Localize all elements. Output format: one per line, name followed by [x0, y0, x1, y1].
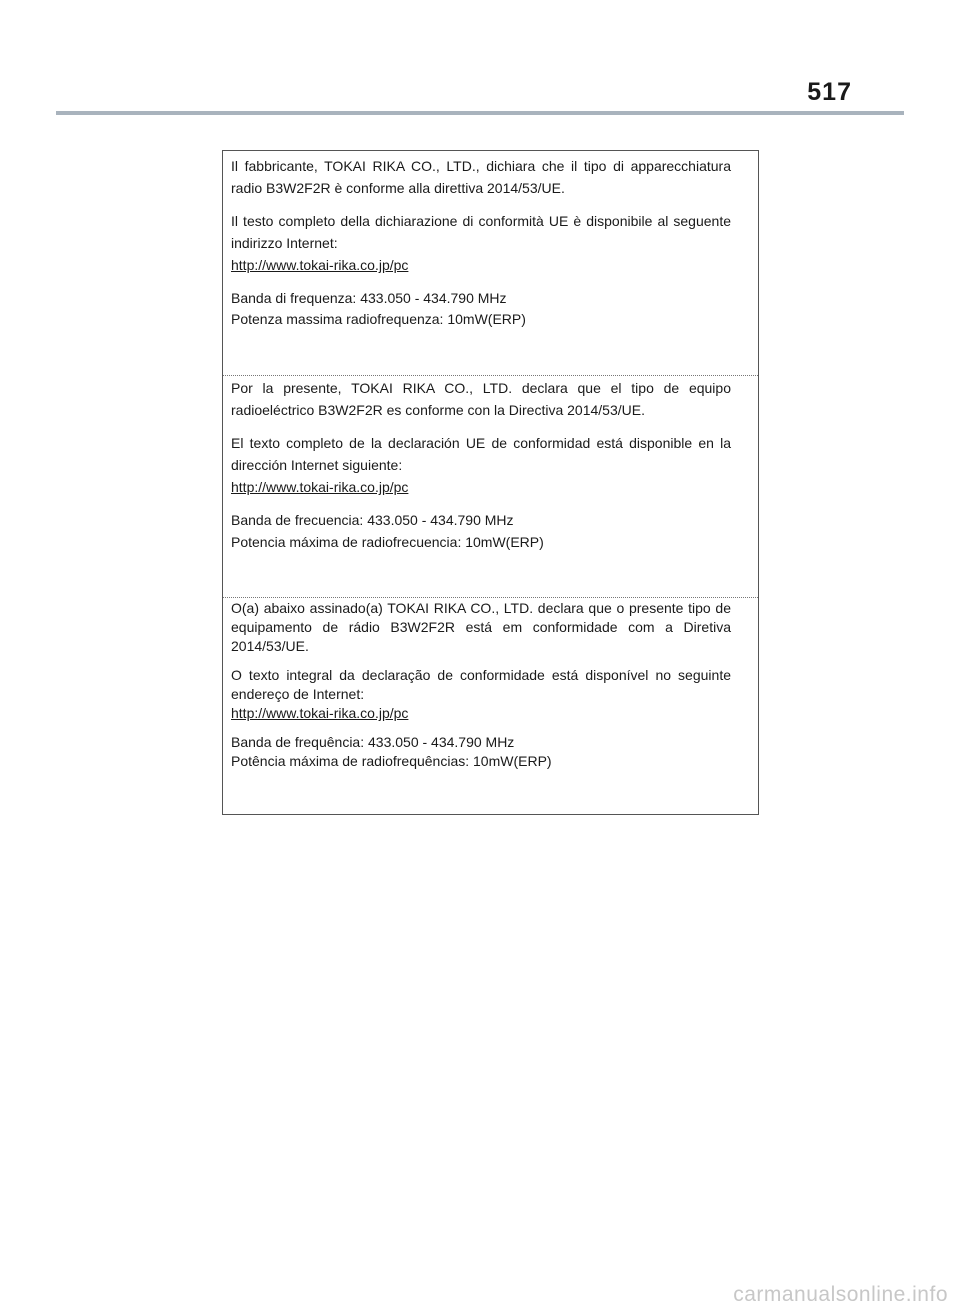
declaration-url-link[interactable]: http://www.tokai-rika.co.jp/pc [231, 257, 409, 273]
declaration-url-link[interactable]: http://www.tokai-rika.co.jp/pc [231, 705, 409, 721]
availability-text: O texto integral da declaração de conformidade está disponível no seguinte endereço de Internet: [231, 667, 731, 702]
declaration-text: O(a) abaixo assinado(a) TOKAI RIKA CO., LTD. declara que o presente tipo de equipamento de rádio B3W2F2R está em conformidade com a Diretiva 2014/53/UE. [231, 600, 731, 654]
max-power-text: Potencia máxima de radiofrecuencia: 10mW(ERP) [231, 534, 544, 550]
frequency-band-text: Banda de frequência: 433.050 - 434.790 MHz [231, 734, 515, 750]
frequency-band-text: Banda de frecuencia: 433.050 - 434.790 MHz [231, 512, 514, 528]
header-divider [56, 111, 904, 115]
declaration-text: Il fabbricante, TOKAI RIKA CO., LTD., dichiara che il tipo di apparecchiatura radio B3W2F2R è conforme alla direttiva 2014/53/UE. [231, 158, 731, 196]
availability-text: Il testo completo della dichiarazione di conformità UE è disponibile al seguente indirizzo Internet: [231, 213, 731, 251]
section-divider [223, 597, 758, 598]
section-divider [223, 375, 758, 376]
declaration-section-portuguese [231, 599, 731, 771]
declaration-section-spanish [231, 377, 731, 553]
max-power-text: Potência máxima de radiofrequências: 10mW(ERP) [231, 753, 552, 769]
frequency-band-text: Banda di frequenza: 433.050 - 434.790 MHz [231, 290, 507, 306]
availability-text: El texto completo de la declaración UE de conformidad está disponible en la dirección Internet siguiente: [231, 435, 731, 473]
declaration-box [222, 150, 759, 815]
declaration-url-link[interactable]: http://www.tokai-rika.co.jp/pc [231, 479, 409, 495]
declaration-text: Por la presente, TOKAI RIKA CO., LTD. declara que el tipo de equipo radioeléctrico B3W2F2R es conforme con la Directiva 2014/53/UE. [231, 380, 731, 418]
page-number: 517 [807, 78, 852, 106]
max-power-text: Potenza massima radiofrequenza: 10mW(ERP) [231, 311, 526, 327]
site-watermark: carmanualsonline.info [733, 1283, 948, 1306]
declaration-section-italian [231, 155, 731, 329]
